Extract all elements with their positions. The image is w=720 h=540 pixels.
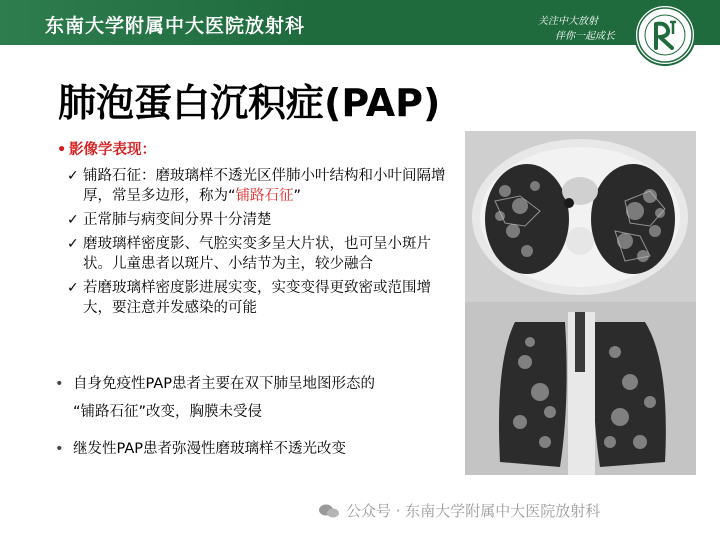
list-item [67,166,455,206]
bullet-secondary-text: 继发性PAP患者弥漫性磨玻璃样不透光改变 [73,441,346,457]
header-bar [0,0,720,45]
check-icon: ✓ [67,280,79,296]
bullet-dot-icon: • [55,441,64,457]
bullet-dot-icon: • [57,142,67,158]
slogan-line-1: 关注中大放射 [538,16,598,27]
section-heading [55,140,455,160]
slogan-line-2: 伴你一起成长 [555,31,615,42]
list-item [67,234,455,274]
bullet-autoimmune [55,372,465,424]
section-heading-label: 影像学表现： [69,142,156,158]
watermark-text: 公众号 · 东南大学附属中大医院放射科 [346,502,601,520]
watermark [318,500,600,521]
ct-coronal-image [465,302,696,475]
list-item [67,278,455,318]
list-item [67,210,455,230]
hospital-logo [634,4,696,66]
check-icon: ✓ [67,168,79,184]
check-icon: ✓ [67,212,79,228]
list-item-text: 正常肺与病变间分界十分清楚 [83,212,272,228]
highlight-text: 铺路石征 [235,188,294,204]
content-list [55,140,455,322]
wechat-icon [318,503,340,519]
ct-axial-image [465,131,696,302]
list-item-text: 若磨玻璃样密度影进展实变，实变变得更致密或范围增大，要注意并发感染的可能 [83,280,431,316]
list-item-text: 铺路石征：磨玻璃样不透光区伴肺小叶结构和小叶间隔增厚，常呈多边形，称为“铺路石征” [83,168,446,204]
slide-title: 肺泡蛋白沉积症(PAP) [58,81,441,125]
bullet-secondary [55,437,465,461]
bullet-autoimmune-line1: 自身免疫性PAP患者主要在双下肺呈地图形态的 [73,376,375,392]
check-icon: ✓ [67,236,79,252]
list-item-text: 磨玻璃样密度影、气腔实变多呈大片状，也可呈小斑片状。儿童患者以斑片、小结节为主，较少融合 [83,236,431,272]
bullet-autoimmune-line2: “铺路石征”改变，胸膜未受侵 [73,404,263,420]
header-title: 东南大学附属中大医院放射科 [45,15,306,37]
bullet-dot-icon: • [55,376,64,392]
